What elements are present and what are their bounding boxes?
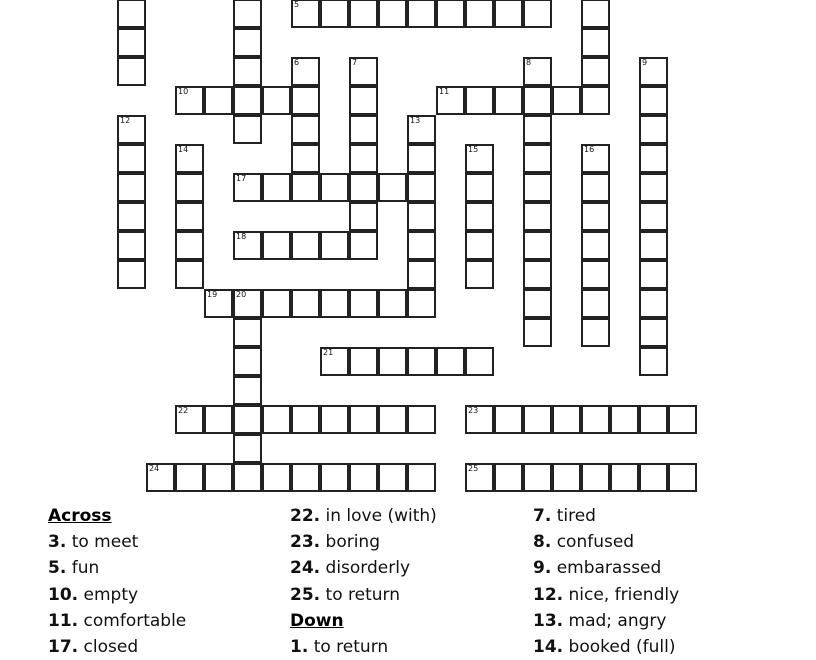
grid-cell[interactable] [610, 463, 639, 492]
grid-cell[interactable] [204, 289, 233, 318]
grid-cell[interactable] [523, 173, 552, 202]
clues-column-3 [533, 503, 679, 660]
grid-cell[interactable] [639, 405, 668, 434]
clue-text: to meet [71, 532, 139, 553]
clue-number-label: 21 [323, 348, 334, 357]
grid-cell[interactable] [349, 231, 378, 260]
grid-cell[interactable] [291, 86, 320, 115]
grid-cell[interactable] [523, 144, 552, 173]
clue-number-label: 7 [352, 58, 358, 67]
grid-cell[interactable] [378, 463, 407, 492]
clue-text: to return [325, 584, 400, 605]
grid-cell[interactable] [523, 289, 552, 318]
clue-number-label: 16 [584, 145, 595, 154]
grid-cell[interactable] [291, 231, 320, 260]
grid-cell[interactable] [581, 0, 610, 28]
grid-cell[interactable] [117, 173, 146, 202]
grid-cell[interactable] [233, 289, 262, 318]
grid-cell[interactable] [407, 0, 436, 28]
grid-cell[interactable] [204, 463, 233, 492]
grid-cell[interactable] [581, 260, 610, 289]
grid-cell[interactable] [436, 347, 465, 376]
grid-cell[interactable] [349, 289, 378, 318]
grid-cell[interactable] [233, 376, 262, 405]
grid-cell[interactable] [349, 202, 378, 231]
grid-cell[interactable] [523, 260, 552, 289]
clue-text: nice, friendly [568, 584, 680, 605]
clue-number-label: 24 [149, 464, 160, 473]
grid-cell[interactable] [465, 260, 494, 289]
clue-number-label: 8 [526, 58, 532, 67]
grid-cell[interactable] [146, 463, 175, 492]
grid-cell[interactable] [639, 86, 668, 115]
clue-text: empty [83, 584, 139, 605]
grid-cell[interactable] [639, 231, 668, 260]
clue-text: tired [556, 506, 596, 526]
grid-cell[interactable] [378, 347, 407, 376]
grid-cell[interactable] [407, 173, 436, 202]
grid-cell[interactable] [407, 405, 436, 434]
grid-cell[interactable] [204, 405, 233, 434]
clue-number: 25. [290, 584, 321, 605]
grid-cell[interactable] [291, 144, 320, 173]
clue [290, 529, 437, 555]
grid-cell[interactable] [262, 289, 291, 318]
clue-number: 9. [533, 558, 552, 579]
clue [533, 608, 679, 634]
grid-cell[interactable] [494, 405, 523, 434]
clue-text: fun [71, 558, 100, 579]
clue [290, 634, 437, 660]
grid-cell[interactable] [175, 405, 204, 434]
grid-cell[interactable] [523, 57, 552, 86]
clue-number: 13. [533, 610, 564, 631]
grid-cell[interactable] [407, 231, 436, 260]
grid-cell[interactable] [407, 144, 436, 173]
grid-cell[interactable] [552, 86, 581, 115]
grid-cell[interactable] [320, 173, 349, 202]
grid-cell[interactable] [175, 86, 204, 115]
clue-number-label: 5 [294, 0, 300, 9]
clue [48, 582, 186, 608]
grid-cell[interactable] [349, 86, 378, 115]
clue-number: 10. [48, 584, 79, 605]
grid-cell[interactable] [465, 173, 494, 202]
grid-cell[interactable] [349, 173, 378, 202]
clue-number-label: 13 [410, 116, 421, 125]
grid-cell[interactable] [291, 57, 320, 86]
clue [290, 582, 437, 608]
grid-cell[interactable] [117, 231, 146, 260]
clue-number-label: 11 [439, 87, 450, 96]
clue-text: closed [83, 636, 139, 657]
grid-cell[interactable] [639, 260, 668, 289]
grid-cell[interactable] [407, 260, 436, 289]
grid-cell[interactable] [639, 289, 668, 318]
grid-cell[interactable] [233, 434, 262, 463]
grid-cell[interactable] [523, 231, 552, 260]
grid-cell[interactable] [639, 173, 668, 202]
grid-cell[interactable] [349, 463, 378, 492]
grid-cell[interactable] [465, 231, 494, 260]
grid-cell[interactable] [349, 144, 378, 173]
clue-number: 3. [48, 532, 67, 553]
clue-number: 8. [533, 532, 552, 553]
grid-cell[interactable] [117, 144, 146, 173]
grid-cell[interactable] [436, 86, 465, 115]
clue [533, 503, 679, 529]
clue-text: comfortable [83, 610, 187, 631]
grid-cell[interactable] [262, 463, 291, 492]
grid-cell[interactable] [233, 173, 262, 202]
grid-cell[interactable] [581, 202, 610, 231]
grid-cell[interactable] [291, 463, 320, 492]
grid-cell[interactable] [581, 28, 610, 57]
grid-cell[interactable] [262, 86, 291, 115]
clue [533, 529, 679, 555]
grid-cell[interactable] [204, 86, 233, 115]
grid-cell[interactable] [175, 144, 204, 173]
grid-cell[interactable] [639, 318, 668, 347]
clue [290, 555, 437, 581]
grid-cell[interactable] [436, 0, 465, 28]
clue-number: 14. [533, 636, 564, 657]
grid-cell[interactable] [523, 405, 552, 434]
grid-cell[interactable] [117, 28, 146, 57]
clue [48, 529, 186, 555]
grid-cell[interactable] [349, 347, 378, 376]
grid-cell[interactable] [407, 115, 436, 144]
grid-cell[interactable] [407, 463, 436, 492]
clue-number-label: 19 [207, 290, 218, 299]
grid-cell[interactable] [117, 57, 146, 86]
grid-cell[interactable] [175, 231, 204, 260]
clue-text: mad; angry [568, 610, 667, 631]
grid-cell[interactable] [668, 405, 697, 434]
clue-number-label: 10 [178, 87, 189, 96]
grid-cell[interactable] [233, 57, 262, 86]
grid-cell[interactable] [175, 463, 204, 492]
grid-cell[interactable] [291, 289, 320, 318]
clue-number: 11. [48, 610, 79, 631]
grid-cell[interactable] [639, 115, 668, 144]
grid-cell[interactable] [581, 318, 610, 347]
grid-cell[interactable] [523, 318, 552, 347]
clue-number-label: 17 [236, 174, 247, 183]
clues-column-2 [290, 503, 437, 660]
grid-cell[interactable] [581, 405, 610, 434]
clue-text: boring [325, 532, 381, 553]
clue-text: booked (full) [568, 636, 676, 657]
grid-cell[interactable] [581, 289, 610, 318]
grid-cell[interactable] [523, 86, 552, 115]
grid-cell[interactable] [465, 0, 494, 28]
grid-cell[interactable] [349, 115, 378, 144]
grid-cell[interactable] [581, 463, 610, 492]
grid-cell[interactable] [465, 463, 494, 492]
grid-cell[interactable] [233, 86, 262, 115]
clue-number-label: 14 [178, 145, 189, 154]
grid-cell[interactable] [175, 173, 204, 202]
clue-text: disorderly [325, 558, 411, 579]
grid-cell[interactable] [465, 86, 494, 115]
grid-cell[interactable] [233, 318, 262, 347]
grid-cell[interactable] [465, 347, 494, 376]
grid-cell[interactable] [494, 463, 523, 492]
clue-number-label: 15 [468, 145, 479, 154]
grid-cell[interactable] [552, 405, 581, 434]
clue [290, 503, 437, 529]
clue [48, 608, 186, 634]
grid-cell[interactable] [262, 231, 291, 260]
grid-cell[interactable] [117, 260, 146, 289]
grid-cell[interactable] [349, 405, 378, 434]
clue-number-label: 22 [178, 406, 189, 415]
grid-cell[interactable] [349, 0, 378, 28]
grid-cell[interactable] [233, 0, 262, 28]
grid-cell[interactable] [233, 231, 262, 260]
clue-number: 12. [533, 584, 564, 605]
clue-text: to return [313, 636, 389, 657]
grid-cell[interactable] [291, 115, 320, 144]
clue [533, 634, 679, 660]
grid-cell[interactable] [291, 405, 320, 434]
clue-number: 5. [48, 558, 67, 579]
clue-number: 24. [290, 558, 321, 579]
grid-cell[interactable] [581, 144, 610, 173]
grid-cell[interactable] [639, 57, 668, 86]
grid-cell[interactable] [175, 202, 204, 231]
grid-cell[interactable] [378, 405, 407, 434]
grid-cell[interactable] [320, 463, 349, 492]
grid-cell[interactable] [291, 0, 320, 28]
grid-cell[interactable] [320, 405, 349, 434]
grid-cell[interactable] [639, 463, 668, 492]
clue-number-label: 18 [236, 232, 247, 241]
grid-cell[interactable] [581, 173, 610, 202]
grid-cell[interactable] [262, 405, 291, 434]
grid-cell[interactable] [117, 202, 146, 231]
clue-number: 1. [290, 636, 309, 657]
clue-number-label: 9 [642, 58, 648, 67]
clue-number: 17. [48, 636, 79, 657]
grid-cell[interactable] [407, 289, 436, 318]
grid-cell[interactable] [407, 202, 436, 231]
clue [48, 555, 186, 581]
grid-cell[interactable] [552, 463, 581, 492]
grid-cell[interactable] [378, 173, 407, 202]
grid-cell[interactable] [233, 463, 262, 492]
grid-cell[interactable] [465, 144, 494, 173]
grid-cell[interactable] [639, 202, 668, 231]
grid-cell[interactable] [581, 231, 610, 260]
clue-number: 7. [533, 506, 552, 526]
down-heading: Down [290, 610, 344, 631]
grid-cell[interactable] [465, 202, 494, 231]
grid-cell[interactable] [610, 405, 639, 434]
grid-cell[interactable] [581, 86, 610, 115]
clue [533, 555, 679, 581]
grid-cell[interactable] [320, 231, 349, 260]
clue-number-label: 23 [468, 406, 479, 415]
grid-cell[interactable] [233, 347, 262, 376]
grid-cell[interactable] [523, 202, 552, 231]
grid-cell[interactable] [494, 86, 523, 115]
grid-cell[interactable] [378, 289, 407, 318]
grid-cell[interactable] [320, 0, 349, 28]
clue-number-label: 20 [236, 290, 247, 299]
grid-cell[interactable] [117, 0, 146, 28]
clue-number-label: 6 [294, 58, 300, 67]
grid-cell[interactable] [117, 115, 146, 144]
grid-cell[interactable] [378, 0, 407, 28]
grid-cell[interactable] [523, 0, 552, 28]
clues-column-1 [48, 503, 186, 660]
clue-number-label: 12 [120, 116, 131, 125]
grid-cell[interactable] [465, 405, 494, 434]
grid-cell[interactable] [291, 173, 320, 202]
clue-number: 23. [290, 532, 321, 553]
grid-cell[interactable] [320, 347, 349, 376]
grid-cell[interactable] [175, 260, 204, 289]
grid-cell[interactable] [262, 173, 291, 202]
grid-cell[interactable] [639, 347, 668, 376]
grid-cell[interactable] [668, 463, 697, 492]
grid-cell[interactable] [494, 0, 523, 28]
clue [533, 582, 679, 608]
clue-number: 22. [290, 506, 321, 526]
grid-cell[interactable] [233, 115, 262, 144]
grid-cell[interactable] [320, 289, 349, 318]
grid-cell[interactable] [523, 463, 552, 492]
clue [48, 634, 186, 660]
grid-cell[interactable] [581, 57, 610, 86]
grid-cell[interactable] [233, 405, 262, 434]
grid-cell[interactable] [349, 57, 378, 86]
across-heading: Across [48, 506, 112, 526]
clue-text: in love (with) [325, 506, 437, 526]
clue-text: confused [556, 532, 635, 553]
clue-number-label: 25 [468, 464, 479, 473]
grid-cell[interactable] [407, 347, 436, 376]
grid-cell[interactable] [233, 28, 262, 57]
clue-text: embarassed [556, 558, 662, 579]
grid-cell[interactable] [523, 115, 552, 144]
grid-cell[interactable] [639, 144, 668, 173]
